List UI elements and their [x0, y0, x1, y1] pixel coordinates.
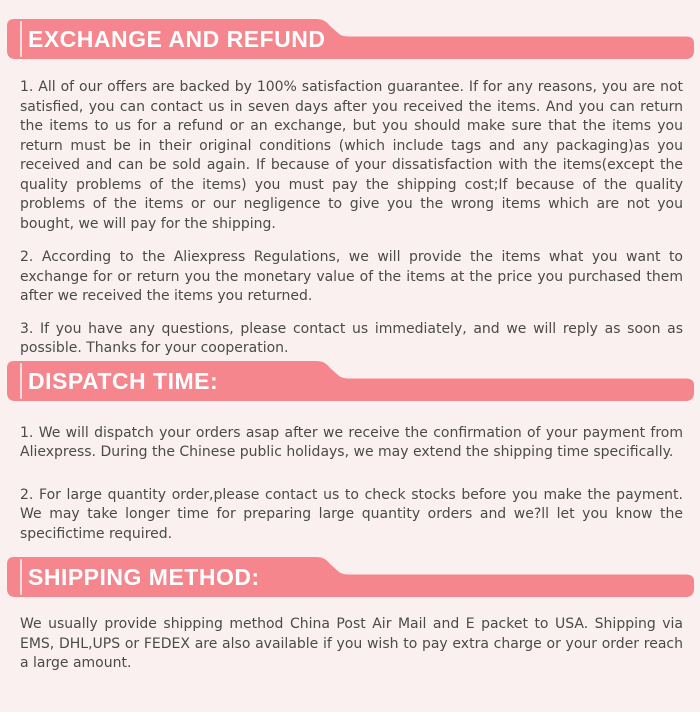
section-header-exchange-refund	[0, 19, 700, 59]
section-title: EXCHANGE AND REFUND	[28, 26, 326, 52]
banner-accent-line	[20, 559, 22, 595]
section-title: SHIPPING METHOD:	[28, 564, 260, 590]
policy-paragraph-1: 1. All of our offers are backed by 100% satisfaction guarantee. If for any reasons, you are not satisfied, you can contact us in seven days after you received the items. And you can return the items to us for a refund or an exchange, but you should make sure that the items you return must be in their original conditions (which include tags and any packaging)as you received and can be sold again. If because of your dissatisfaction with the items(except the quality problems of the items) you must pay the shipping cost;If because of the quality problems of the items or our negligence to give you the wrong items which are not you bought, we will pay for the shipping.	[20, 79, 683, 232]
policy-paragraph-2: 2. For large quantity order,please contact us to check stocks before you make the payment. We may take longer time for preparing large quantity orders and we?ll let you know the specifictime required.	[20, 486, 683, 542]
section-title: DISPATCH TIME:	[28, 367, 219, 394]
banner-accent-line	[20, 363, 22, 399]
section-header-shipping-method	[0, 557, 700, 597]
policy-paragraph-1: 1. We will dispatch your orders asap after we receive the confirmation of your payment from Aliexpress. During the Chinese public holidays, we may extend the shipping time specifically.	[20, 424, 683, 460]
section-exchange-refund	[0, 19, 700, 359]
section-dispatch-time	[0, 361, 700, 545]
banner-accent-line	[20, 21, 22, 57]
section-content	[0, 424, 700, 545]
section-shipping-method	[0, 557, 700, 674]
policy-paragraph-3: 3. If you have any questions, please contact us immediately, and we will reply as soon as possible. Thanks for your cooperation.	[20, 320, 683, 356]
section-content	[0, 615, 700, 674]
section-header-dispatch-time	[0, 361, 700, 401]
seller-policy-page	[0, 19, 700, 712]
policy-paragraph-2: 2. According to the Aliexpress Regulations, we will provide the items what you want to exchange for or return you the monetary value of the items at the price you purchased them after we received the items you returned.	[20, 249, 683, 304]
section-content	[0, 78, 700, 359]
policy-paragraph-1: We usually provide shipping method China Post Air Mail and E packet to USA. Shipping via EMS, DHL,UPS or FEDEX are also available if you wish to pay extra charge or your order reach a large amount.	[20, 616, 683, 671]
